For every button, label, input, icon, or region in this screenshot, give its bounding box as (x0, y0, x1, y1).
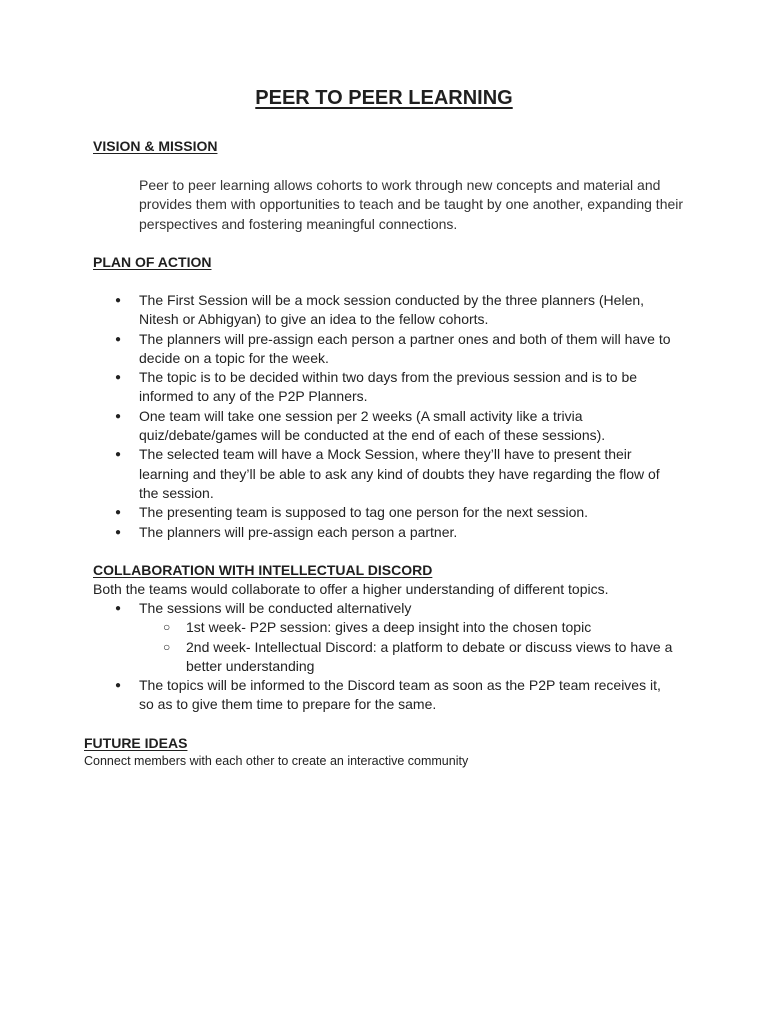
future-heading: FUTURE IDEAS (84, 735, 188, 751)
list-item: ● The topics will be informed to the Discord team as soon as the P2P team receives it, so as to give them time to prepare for the same. (115, 676, 675, 715)
collaboration-heading: COLLABORATION WITH INTELLECTUAL DISCORD (93, 562, 433, 578)
vision-heading: VISION & MISSION (93, 138, 218, 154)
list-item: ● The planners will pre-assign each person a partner. (115, 523, 675, 542)
list-item: ● The topic is to be decided within two days from the previous session and is to be informed to any of the P2P Planners. (115, 368, 675, 407)
sub-list-item: ○ 2nd week- Intellectual Discord: a platform to debate or discuss views to have a better understanding (163, 638, 675, 677)
list-item-text: The sessions will be conducted alternatively (139, 600, 412, 616)
list-item: ● The First Session will be a mock session conducted by the three planners (Helen, Nitesh or Abhigyan) to give an idea to the fellow cohorts. (115, 291, 675, 330)
list-item: ● The presenting team is supposed to tag one person for the next session. (115, 503, 675, 522)
collaboration-sub-list (139, 618, 675, 676)
list-item: ● The planners will pre-assign each person a partner ones and both of them will have to decide on a topic for the week. (115, 330, 675, 369)
list-item (115, 599, 675, 676)
plan-heading: PLAN OF ACTION (93, 254, 212, 270)
plan-list (115, 291, 675, 542)
sub-list-item: ○ 1st week- P2P session: gives a deep insight into the chosen topic (163, 618, 675, 637)
collaboration-list (115, 599, 675, 715)
document-title: PEER TO PEER LEARNING (255, 87, 513, 109)
future-paragraph: Connect members with each other to create an interactive community (84, 754, 469, 768)
list-item: ● The selected team will have a Mock Session, where they’ll have to present their learning and they’ll be able to ask any kind of doubts they have regarding the flow of the session. (115, 445, 675, 503)
collaboration-intro: Both the teams would collaborate to offer a higher understanding of different topics. (93, 581, 609, 597)
list-item: ● One team will take one session per 2 weeks (A small activity like a trivia quiz/debate/games will be conducted at the end of each of these sessions). (115, 407, 675, 446)
vision-paragraph: Peer to peer learning allows cohorts to work through new concepts and material and provides them with opportunities to teach and be taught by one another, expanding their perspectives and fostering meaningful connections. (139, 177, 684, 232)
